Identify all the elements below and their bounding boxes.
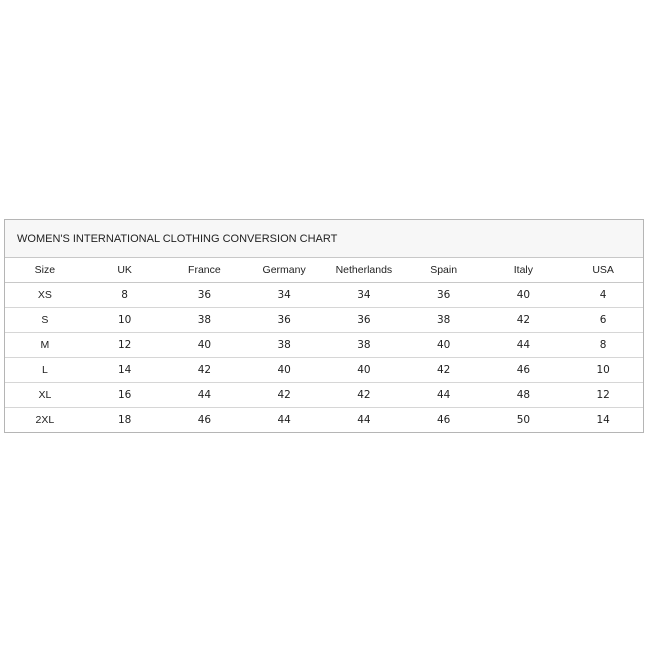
table-cell: 42 [324,383,404,408]
table-cell-size: S [5,308,85,333]
table-cell: 36 [165,283,245,308]
table-cell: 34 [244,283,324,308]
table-cell: 12 [85,333,165,358]
table-cell-size: 2XL [35,414,55,426]
table-cell: 44 [277,414,291,426]
table-cell: 44 [484,333,564,358]
table-cell: 8 [563,333,643,358]
table-cell: 38 [244,333,324,358]
column-header-germany: Germany [244,258,324,283]
table-cell: 40 [324,358,404,383]
table-cell: 12 [563,383,643,408]
table-cell: 18 [117,414,132,426]
table-cell: 46 [436,414,451,426]
table-cell: 38 [165,308,245,333]
column-header-size: Size [5,258,85,283]
table-cell: 16 [85,383,165,408]
table-cell: 14 [596,414,610,426]
table-cell: 40 [165,333,245,358]
table-cell-size: XL [5,383,85,408]
table-cell: 36 [324,308,404,333]
table-cell: 10 [85,308,165,333]
size-conversion-chart [4,219,644,433]
table-cell: 44 [165,383,245,408]
table-cell: 4 [563,283,643,308]
chart-title: WOMEN'S INTERNATIONAL CLOTHING CONVERSION CHART [5,220,643,258]
table-row [5,333,643,358]
table-row [5,283,643,308]
table-cell: 40 [244,358,324,383]
table-cell: 40 [404,333,484,358]
table-header-row [5,258,643,283]
conversion-table [5,258,643,432]
table-cell: 38 [324,333,404,358]
table-cell-size: L [5,358,85,383]
column-header-france: France [165,258,245,283]
table-cell: 44 [404,383,484,408]
table-cell: 38 [404,308,484,333]
table-row [5,358,643,383]
table-cell: 6 [563,308,643,333]
table-cell: 36 [244,308,324,333]
table-cell-size: XS [5,283,85,308]
table-cell: 10 [563,358,643,383]
column-header-usa: USA [563,258,643,283]
table-cell: 42 [165,358,245,383]
column-header-uk: UK [85,258,165,283]
table-cell: 14 [85,358,165,383]
column-header-italy: Italy [484,258,564,283]
table-cell: 40 [484,283,564,308]
table-cell: 42 [244,383,324,408]
table-cell: 42 [484,308,564,333]
table-cell: 34 [324,283,404,308]
table-cell: 50 [516,414,531,426]
table-row [5,308,643,333]
table-row [5,408,643,433]
table-cell-size: M [5,333,85,358]
column-header-spain: Spain [404,258,484,283]
table-cell: 8 [85,283,165,308]
table-row [5,383,643,408]
table-cell: 42 [404,358,484,383]
table-cell: 46 [197,414,212,426]
table-cell: 48 [484,383,564,408]
column-header-netherlands: Netherlands [324,258,404,283]
table-cell: 46 [484,358,564,383]
table-cell: 44 [357,414,371,426]
table-cell: 36 [404,283,484,308]
